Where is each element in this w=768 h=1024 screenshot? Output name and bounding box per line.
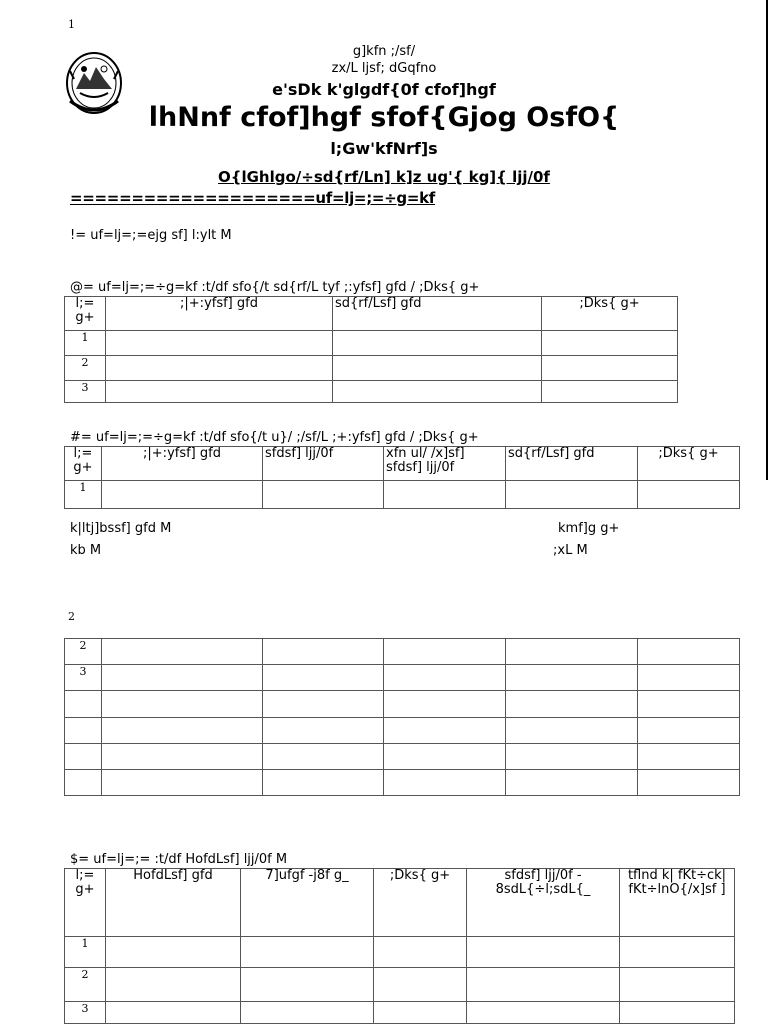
table-row	[65, 937, 735, 968]
table-cell[interactable]	[102, 744, 263, 770]
table-header: ;Dks{ g+	[542, 297, 678, 331]
table-cell[interactable]	[241, 937, 374, 968]
table-cell[interactable]	[638, 665, 740, 691]
header-district: l;Gw'kfNrf]s	[330, 139, 438, 158]
table-cell[interactable]	[106, 968, 241, 1002]
header-ministry: zx/L ljsf; dGqfno	[331, 61, 437, 76]
table-cell[interactable]	[384, 718, 506, 744]
table-cell[interactable]	[638, 639, 740, 665]
table-cell[interactable]	[467, 937, 620, 968]
table-header: sd{rf/Lsf] gfd	[333, 297, 542, 331]
subject-title: O{lGhlgo/÷sd{rf/Ln] k]z ug'{ kg]{ ljj/0f	[218, 168, 550, 186]
table-cell[interactable]	[106, 937, 241, 968]
section2-table	[64, 296, 678, 403]
reporter-name-label: k|ltj]bssf] gfd M	[70, 521, 172, 536]
table-header: sfdsf] ljj/0f	[263, 447, 384, 481]
table-cell[interactable]	[374, 937, 467, 968]
table-row	[65, 770, 740, 796]
table-header: l;= g+	[65, 869, 106, 937]
table-cell[interactable]	[542, 381, 678, 403]
table-header: ;|+:yfsf] gfd	[106, 297, 333, 331]
table-cell[interactable]	[542, 356, 678, 381]
row-number	[65, 691, 102, 718]
row-number	[65, 770, 102, 796]
table-cell[interactable]	[102, 691, 263, 718]
table-cell[interactable]	[506, 691, 638, 718]
row-number	[65, 744, 102, 770]
table-row	[65, 331, 678, 356]
table-row	[65, 665, 740, 691]
table-cell[interactable]	[241, 968, 374, 1002]
page-number-2: 2	[68, 610, 75, 623]
table-header: ;Dks{ g+	[374, 869, 467, 937]
table-cell[interactable]	[467, 968, 620, 1002]
table-row	[65, 691, 740, 718]
table-cell[interactable]	[638, 718, 740, 744]
table-cell[interactable]	[263, 691, 384, 718]
table-cell[interactable]	[102, 639, 263, 665]
table-cell[interactable]	[638, 770, 740, 796]
table-cell[interactable]	[384, 481, 506, 509]
table-header: l;= g+	[65, 297, 106, 331]
row-number: 2	[65, 968, 106, 1002]
table-cell[interactable]	[263, 639, 384, 665]
row-number: 2	[65, 639, 102, 665]
header-government: g]kfn ;/sf/	[352, 44, 416, 59]
table-cell[interactable]	[374, 968, 467, 1002]
section4-heading: $= uf=lj=;= :t/df HofdLsf] ljj/0f M	[70, 852, 288, 867]
table-cell[interactable]	[102, 718, 263, 744]
table-header: sd{rf/Lsf] gfd	[506, 447, 638, 481]
table-cell[interactable]	[102, 481, 263, 509]
section2-heading: @= uf=lj=;=÷g=kf :t/df sfo{/t sd{rf/L tyf ;:yfsf] gfd / ;Dks{ g+	[70, 280, 480, 295]
table-cell[interactable]	[263, 481, 384, 509]
row-number: 3	[65, 381, 106, 403]
table-cell[interactable]	[506, 770, 638, 796]
section3-heading: #= uf=lj=;=÷g=kf :t/df sfo{/t u}/ ;/sf/L ;+:yfsf] gfd / ;Dks{ g+	[70, 430, 479, 445]
table-cell[interactable]	[620, 937, 735, 968]
table-cell[interactable]	[263, 665, 384, 691]
table-cell[interactable]	[384, 691, 506, 718]
table-cell[interactable]	[620, 1002, 735, 1024]
table-cell[interactable]	[506, 665, 638, 691]
table-cell[interactable]	[333, 381, 542, 403]
table-cell[interactable]	[467, 1002, 620, 1024]
phone-label: kmf]g g+	[558, 521, 620, 536]
table-cell[interactable]	[374, 1002, 467, 1024]
section3-table	[64, 446, 740, 509]
table-cell[interactable]	[263, 744, 384, 770]
table-cell[interactable]	[263, 770, 384, 796]
equals-line: ====================uf=lj=;=÷g=kf	[70, 189, 436, 207]
row-number	[65, 718, 102, 744]
table-cell[interactable]	[106, 356, 333, 381]
table-row	[65, 481, 740, 509]
table-row	[65, 356, 678, 381]
table-cell[interactable]	[102, 770, 263, 796]
table-cell[interactable]	[106, 381, 333, 403]
table-header: xfn ul/ /x]sf] sfdsf] ljj/0f	[384, 447, 506, 481]
table-cell[interactable]	[106, 331, 333, 356]
table-row	[65, 968, 735, 1002]
table-cell[interactable]	[506, 481, 638, 509]
section1-heading: != uf=lj=;=ejg sf] l:ylt M	[70, 228, 232, 243]
row-number: 3	[65, 1002, 106, 1024]
table-row	[65, 639, 740, 665]
table-cell[interactable]	[384, 744, 506, 770]
table-header: l;= g+	[65, 447, 102, 481]
table-cell[interactable]	[333, 331, 542, 356]
table-header: HofdLsf] gfd	[106, 869, 241, 937]
table-cell[interactable]	[333, 356, 542, 381]
table-header: ;Dks{ g+	[638, 447, 740, 481]
signature-label: ;xL M	[553, 543, 588, 558]
header-project: e'sDk k'glgdf{0f cfof]hgf	[272, 80, 496, 99]
table-row	[65, 718, 740, 744]
table-header: ;|+:yfsf] gfd	[102, 447, 263, 481]
header-office: lhNnf cfof]hgf sfof{Gjog OsfO{	[148, 102, 620, 133]
table-cell[interactable]	[384, 639, 506, 665]
table-cell[interactable]	[638, 481, 740, 509]
table-header: sfdsf] ljj/0f - 8sdL{÷l;sdL{_	[467, 869, 620, 937]
section4-table	[64, 868, 735, 1024]
row-number: 2	[65, 356, 106, 381]
table-cell[interactable]	[106, 1002, 241, 1024]
table-cell[interactable]	[263, 718, 384, 744]
table-cell[interactable]	[102, 665, 263, 691]
table-cell[interactable]	[620, 968, 735, 1002]
row-number: 1	[65, 481, 102, 509]
row-number: 1	[65, 331, 106, 356]
table-cell[interactable]	[542, 331, 678, 356]
table-row	[65, 381, 678, 403]
table-cell[interactable]	[506, 639, 638, 665]
table-cell[interactable]	[384, 665, 506, 691]
page-number-1: 1	[68, 18, 75, 31]
continued-table	[64, 638, 740, 796]
table-cell[interactable]	[638, 691, 740, 718]
row-number: 3	[65, 665, 102, 691]
table-cell[interactable]	[506, 718, 638, 744]
table-cell[interactable]	[241, 1002, 374, 1024]
position-label: kb M	[70, 543, 102, 558]
table-row	[65, 744, 740, 770]
table-header: tflnd k| fKt÷ck| fKt÷lnO{/x]sf ]	[620, 869, 735, 937]
table-header: 7]ufgf -j8f g_	[241, 869, 374, 937]
table-row	[65, 1002, 735, 1024]
row-number: 1	[65, 937, 106, 968]
table-cell[interactable]	[638, 744, 740, 770]
table-cell[interactable]	[384, 770, 506, 796]
table-cell[interactable]	[506, 744, 638, 770]
